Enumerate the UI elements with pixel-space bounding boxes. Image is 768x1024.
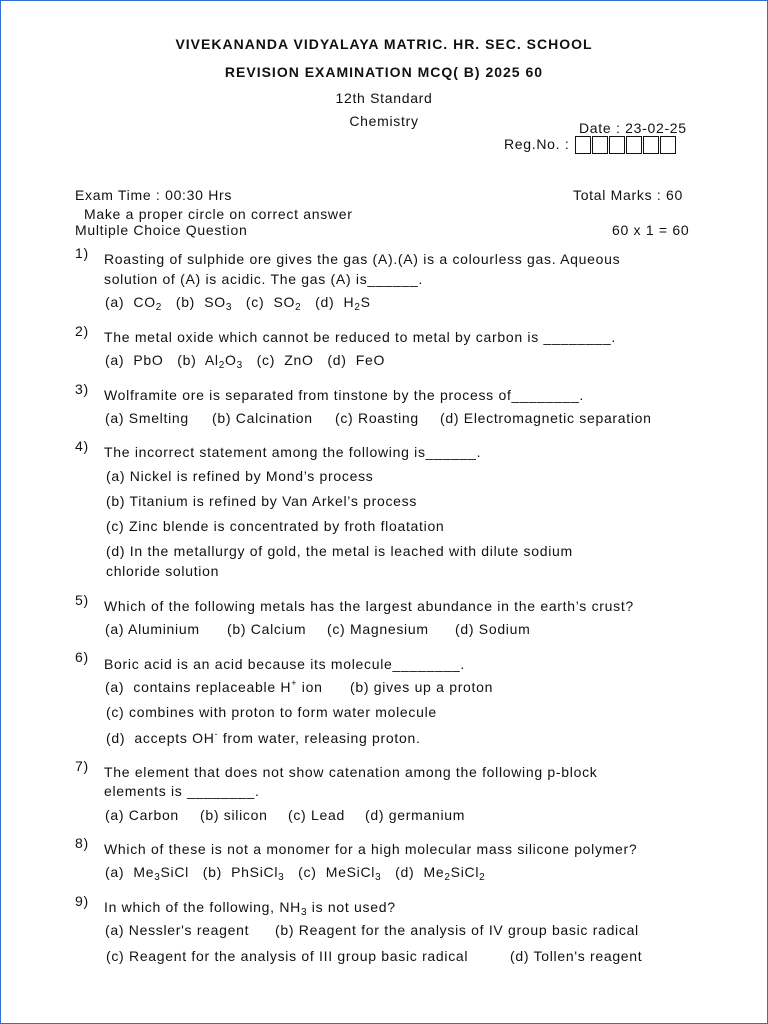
option: (b) Calcination: [212, 410, 313, 426]
question-number: 8): [75, 835, 89, 851]
option: (b) silicon: [200, 807, 268, 823]
option: (b) gives up a proton: [350, 679, 494, 695]
option: (c) Magnesium: [327, 621, 429, 637]
options-row: (a) $Me_3SiCl$ (b) PhSiCl$_3$ (c) MeSiCl$_3$ (d) $Me_2SiCl_2$: [105, 864, 486, 883]
section-title: Multiple Choice Question: [75, 222, 248, 238]
option: (c) Reagent for the analysis of III group basic radical: [106, 948, 469, 964]
option: (d) germanium: [365, 807, 466, 823]
question-text: In which of the following, $NH_3$ is not used?: [104, 899, 396, 918]
exam-title: REVISION EXAMINATION MCQ( B) 2025 60: [224, 64, 544, 80]
option: (b) Reagent for the analysis of IV group basic radical: [275, 922, 639, 938]
question-text: The element that does not show catenation among the following p-block: [104, 764, 598, 780]
question-number: 4): [75, 438, 89, 454]
question-number: 1): [75, 245, 89, 261]
question-number: 6): [75, 649, 89, 665]
question-text: The metal oxide which cannot be reduced to metal by carbon is ________.: [104, 329, 616, 345]
option-continued: chloride solution: [106, 563, 220, 579]
options-row: (a) PbO (b) $Al_2O_3$ (c) ZnO (d) FeO: [105, 352, 386, 371]
options-row: (a) $CO_2$ (b) $SO_3$ (c) $SO_2$ (d) $H_2S$: [105, 294, 371, 313]
subject: Chemistry: [349, 113, 419, 129]
option: (d) Sodium: [455, 621, 531, 637]
option: (c) Roasting: [335, 410, 419, 426]
option: (b) Titanium is refined by Van Arkel’s process: [106, 493, 418, 509]
exam-date: Date : 23-02-25: [579, 120, 687, 136]
option: (a) Nickel is refined by Mond’s process: [106, 468, 374, 484]
school-name: VIVEKANANDA VIDYALAYA MATRIC. HR. SEC. SCHOOL: [175, 36, 593, 52]
option: (d) In the metallurgy of gold, the metal is leached with dilute sodium: [106, 543, 573, 559]
question-text: solution of (A) is acidic. The gas (A) is______.: [104, 271, 423, 287]
exam-time: Exam Time : 00:30 Hrs: [75, 187, 233, 203]
option: (d) accepts OH- from water, releasing proton.: [106, 729, 421, 746]
option: (c) combines with proton to form water molecule: [106, 704, 437, 720]
option: (d) Tollen's reagent: [510, 948, 643, 964]
question-text: Which of these is not a monomer for a high molecular mass silicone polymer?: [104, 841, 638, 857]
option: (d) Electromagnetic separation: [440, 410, 652, 426]
question-text: Boric acid is an acid because its molecule________.: [104, 656, 466, 672]
option: (a) Nessler's reagent: [105, 922, 250, 938]
total-marks: Total Marks : 60: [573, 187, 684, 203]
reg-no-boxes: [574, 136, 676, 152]
question-text: The incorrect statement among the following is______.: [104, 444, 482, 460]
option: (a) contains replaceable H+ ion: [105, 678, 323, 695]
instruction: Make a proper circle on correct answer: [84, 206, 353, 222]
question-number: 7): [75, 758, 89, 774]
question-text: Roasting of sulphide ore gives the gas (A).(A) is a colourless gas. Aqueous: [104, 251, 621, 267]
question-text: elements is ________.: [104, 783, 260, 799]
question-text: Wolframite ore is separated from tinstone by the process of________.: [104, 387, 585, 403]
option: (b) Calcium: [227, 621, 307, 637]
question-number: 2): [75, 323, 89, 339]
option: (c) Lead: [288, 807, 345, 823]
reg-no: [504, 136, 676, 154]
question-text: Which of the following metals has the largest abundance in the earth’s crust?: [104, 598, 634, 614]
option: (a) Smelting: [105, 410, 189, 426]
question-number: 3): [75, 381, 89, 397]
standard: 12th Standard: [335, 90, 433, 106]
option: (c) Zinc blende is concentrated by froth floatation: [106, 518, 445, 534]
marks-calc: 60 x 1 = 60: [612, 222, 690, 238]
reg-no-label: Reg.No. :: [504, 136, 570, 152]
question-number: 5): [75, 592, 89, 608]
option: (a) Aluminium: [105, 621, 200, 637]
option: (a) Carbon: [105, 807, 179, 823]
question-number: 9): [75, 893, 89, 909]
